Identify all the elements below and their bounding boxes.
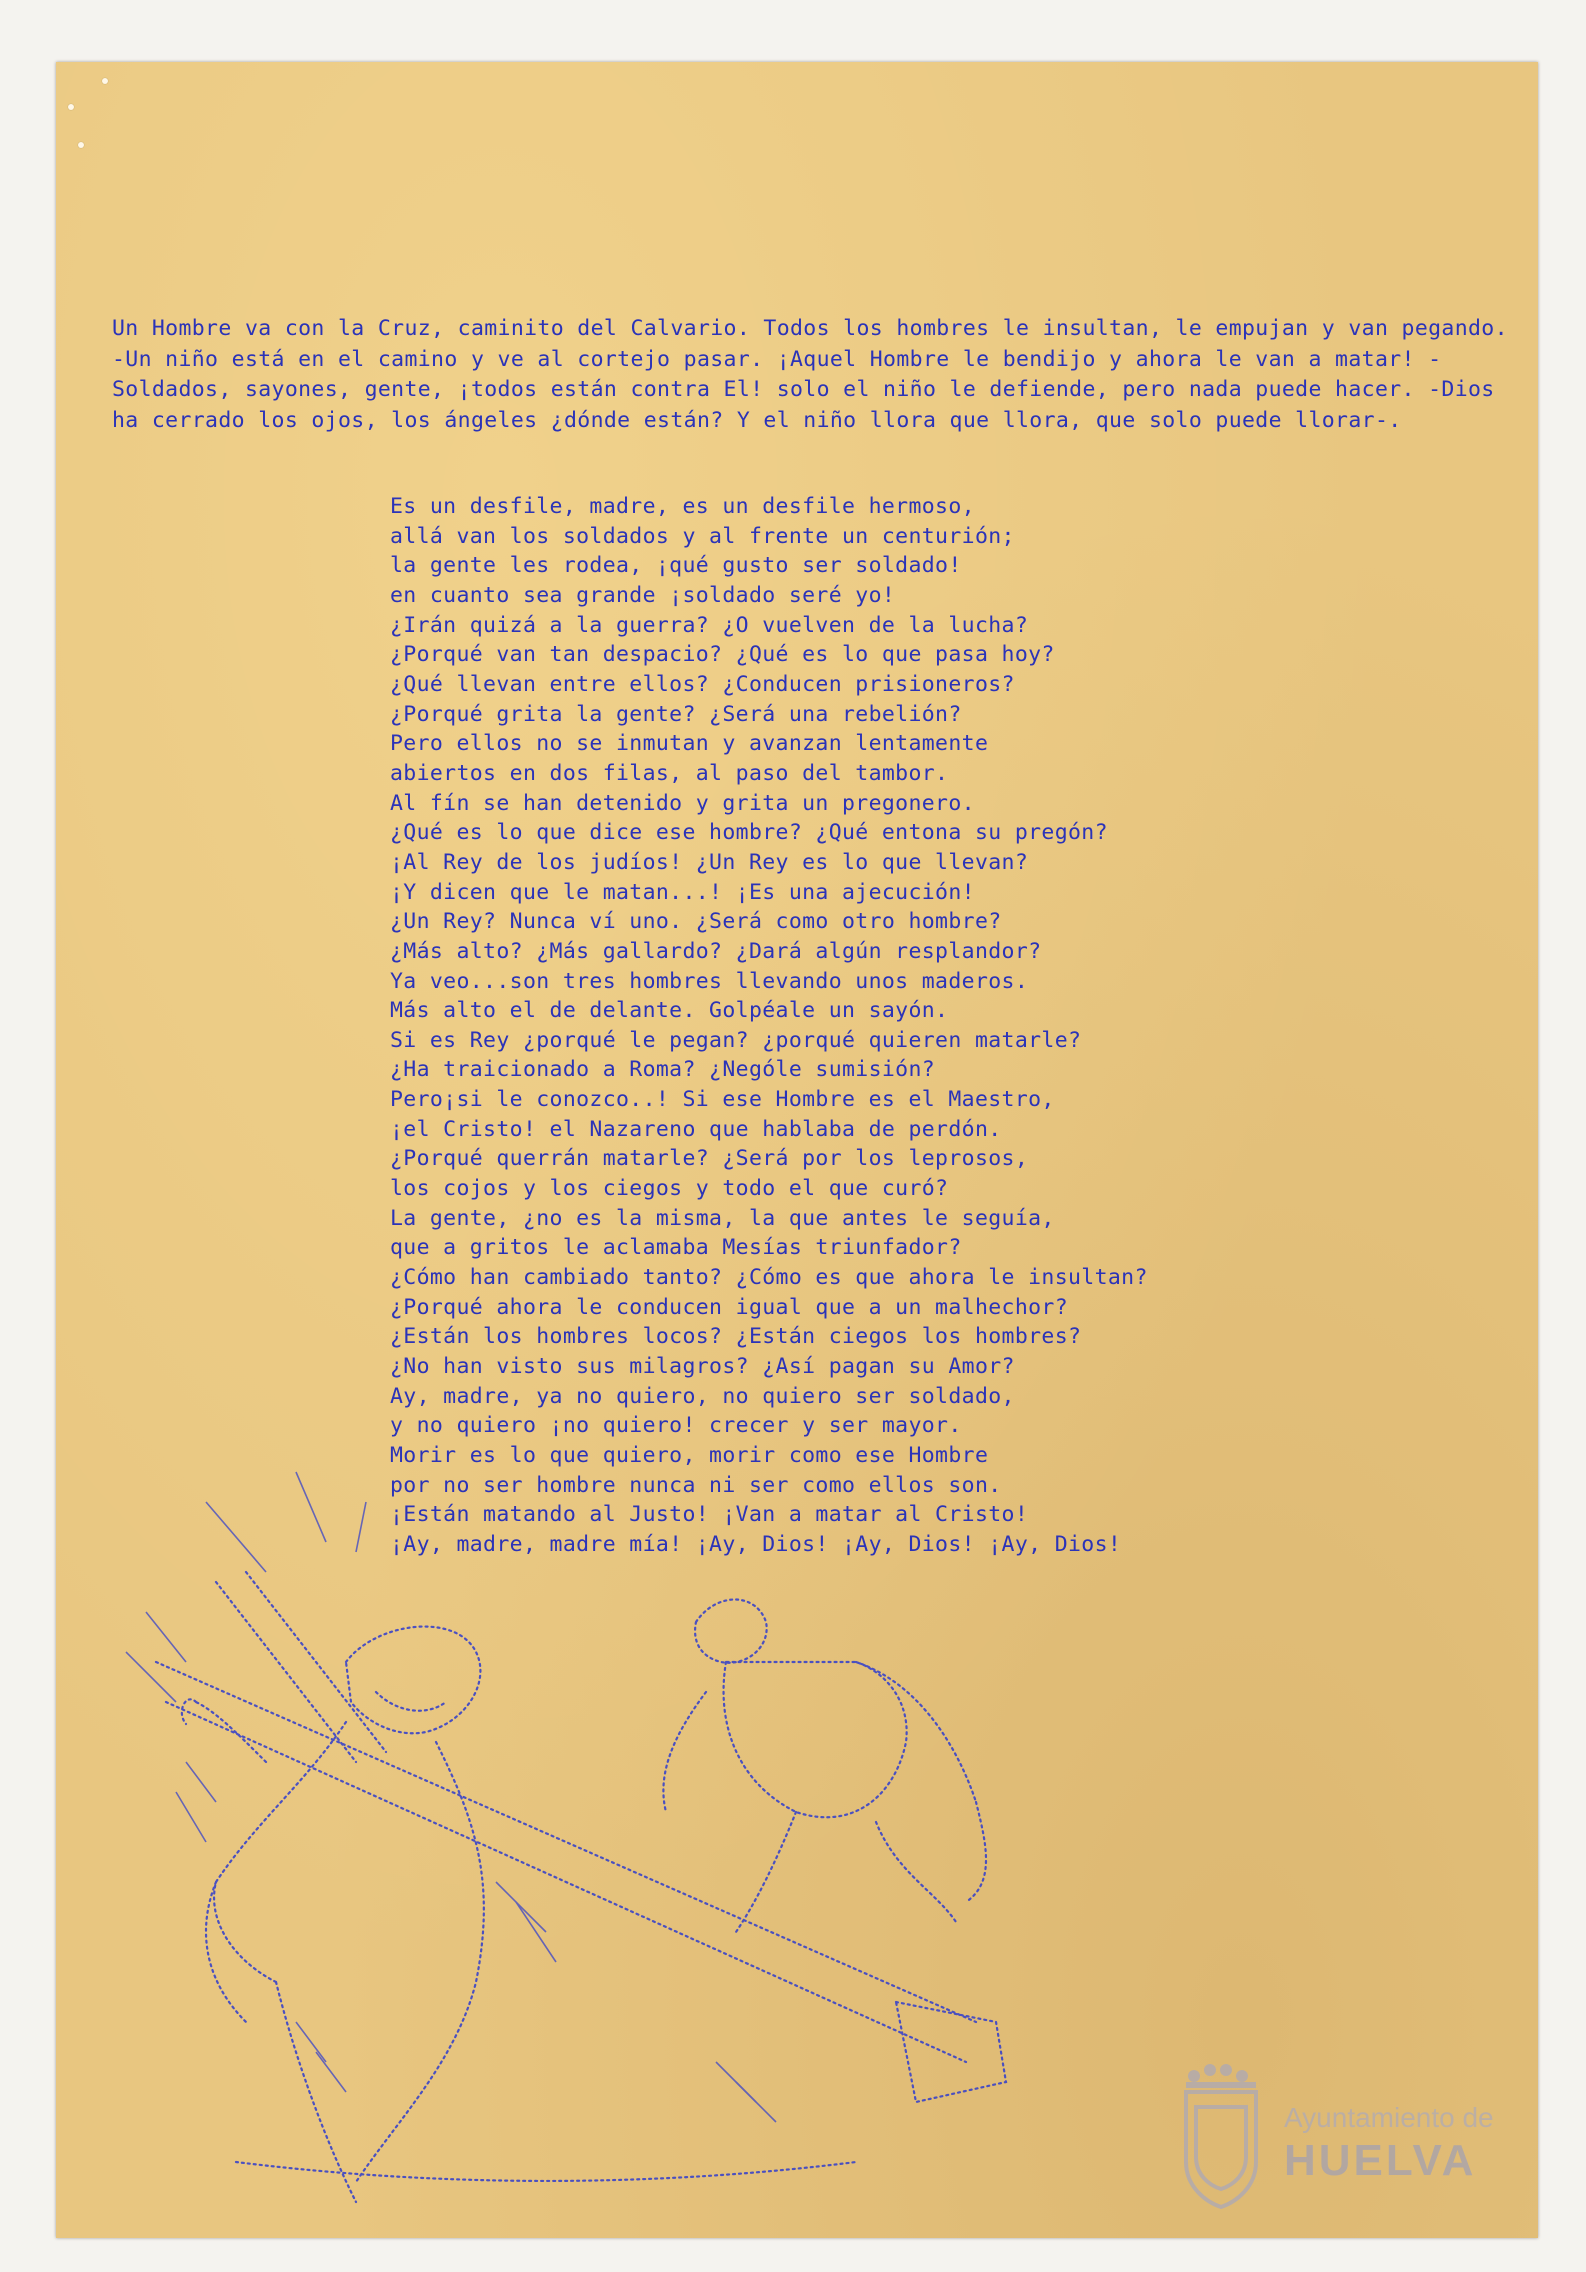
coat-of-arms-icon: [1176, 2052, 1266, 2212]
poem-line: Ay, madre, ya no quiero, no quiero ser soldado,: [390, 1383, 1015, 1409]
poem-line: Al fín se han detenido y grita un pregonero.: [390, 790, 975, 816]
poem-line: ¿Porqué van tan despacio? ¿Qué es lo que pasa hoy?: [390, 642, 1055, 668]
poem: [390, 492, 1390, 1560]
poem-line: ¿No han visto sus milagros? ¿Así pagan su Amor?: [390, 1354, 1015, 1380]
punch-hole: [68, 104, 74, 110]
document-page: [56, 62, 1538, 2238]
poem-line: abiertos en dos filas, al paso del tambor.: [390, 760, 949, 786]
poem-line: por no ser hombre nunca ni ser como ellos son.: [390, 1472, 1002, 1498]
poem-line: ¿Cómo han cambiado tanto? ¿Cómo es que ahora le insultan?: [390, 1265, 1148, 1291]
poem-line: La gente, ¿no es la misma, la que antes le seguía,: [390, 1205, 1055, 1231]
poem-line: en cuanto sea grande ¡soldado seré yo!: [390, 582, 896, 608]
poem-line: ¿Porqué querrán matarle? ¿Será por los leprosos,: [390, 1146, 1029, 1172]
poem-line: ¿Un Rey? Nunca ví uno. ¿Será como otro hombre?: [390, 909, 1002, 935]
poem-line: ¿Ha traicionado a Roma? ¿Nególe sumisión?: [390, 1057, 936, 1083]
poem-line: ¿Están los hombres locos? ¿Están ciegos los hombres?: [390, 1324, 1082, 1350]
poem-line: ¡Y dicen que le matan...! ¡Es una ajecución!: [390, 879, 975, 905]
poem-line: ¡Al Rey de los judíos! ¿Un Rey es lo que llevan?: [390, 849, 1029, 875]
punch-hole: [78, 142, 84, 148]
poem-line: ¡Están matando al Justo! ¡Van a matar al Cristo!: [390, 1502, 1029, 1528]
christ-carrying-cross-drawing: [96, 1462, 1076, 2238]
poem-line: que a gritos le aclamaba Mesías triunfador?: [390, 1235, 962, 1261]
poem-line: Pero ellos no se inmutan y avanzan lentamente: [390, 731, 989, 757]
poem-line: la gente les rodea, ¡qué gusto ser soldado!: [390, 553, 962, 579]
poem-line: allá van los soldados y al frente un centurión;: [390, 523, 1015, 549]
poem-line: y no quiero ¡no quiero! crecer y ser mayor.: [390, 1413, 962, 1439]
ayuntamiento-watermark: [1176, 2052, 1536, 2222]
poem-line: ¡Ay, madre, madre mía! ¡Ay, Dios! ¡Ay, Dios! ¡Ay, Dios!: [390, 1531, 1122, 1557]
poem-line: Más alto el de delante. Golpéale un sayón.: [390, 998, 949, 1024]
poem-line: Pero¡si le conozco..! Si ese Hombre es el Maestro,: [390, 1087, 1055, 1113]
poem-line: Ya veo...son tres hombres llevando unos maderos.: [390, 968, 1029, 994]
poem-line: ¿Qué llevan entre ellos? ¿Conducen prisioneros?: [390, 671, 1015, 697]
poem-line: ¿Porqué grita la gente? ¿Será una rebelión?: [390, 701, 962, 727]
intro-paragraph: Un Hombre va con la Cruz, caminito del Calvario. Todos los hombres le insultan, le empujan y van pegando. -Un niño está en el camino y ve al cortejo pasar. ¡Aquel Hombre le bendijo y ahora le van a matar! -Soldados, sayones, gente, ¡todos están contra El! solo el niño le defiende, pero nada puede hacer. -Dios ha cerrado los ojos, los ángeles ¿dónde están? Y el niño llora que llora, que solo puede llorar-.: [112, 316, 1508, 433]
watermark-line1: Ayuntamiento de: [1284, 2102, 1494, 2133]
poem-line: Morir es lo que quiero, morir como ese Hombre: [390, 1443, 989, 1468]
poem-line: ¿Porqué ahora le conducen igual que a un malhechor?: [390, 1294, 1068, 1320]
watermark-line2: HUELVA: [1284, 2136, 1477, 2185]
poem-line: Si es Rey ¿porqué le pegan? ¿porqué quieren matarle?: [390, 1027, 1082, 1053]
poem-line: Es un desfile, madre, es un desfile hermoso,: [390, 494, 975, 519]
punch-hole: [102, 78, 108, 84]
poem-line: ¿Irán quizá a la guerra? ¿O vuelven de la lucha?: [390, 612, 1029, 638]
poem-line: ¡el Cristo! el Nazareno que hablaba de perdón.: [390, 1116, 1002, 1142]
poem-line: ¿Qué es lo que dice ese hombre? ¿Qué entona su pregón?: [390, 820, 1108, 846]
poem-line: los cojos y los ciegos y todo el que curó?: [390, 1176, 949, 1202]
poem-line: ¿Más alto? ¿Más gallardo? ¿Dará algún resplandor?: [390, 938, 1042, 964]
